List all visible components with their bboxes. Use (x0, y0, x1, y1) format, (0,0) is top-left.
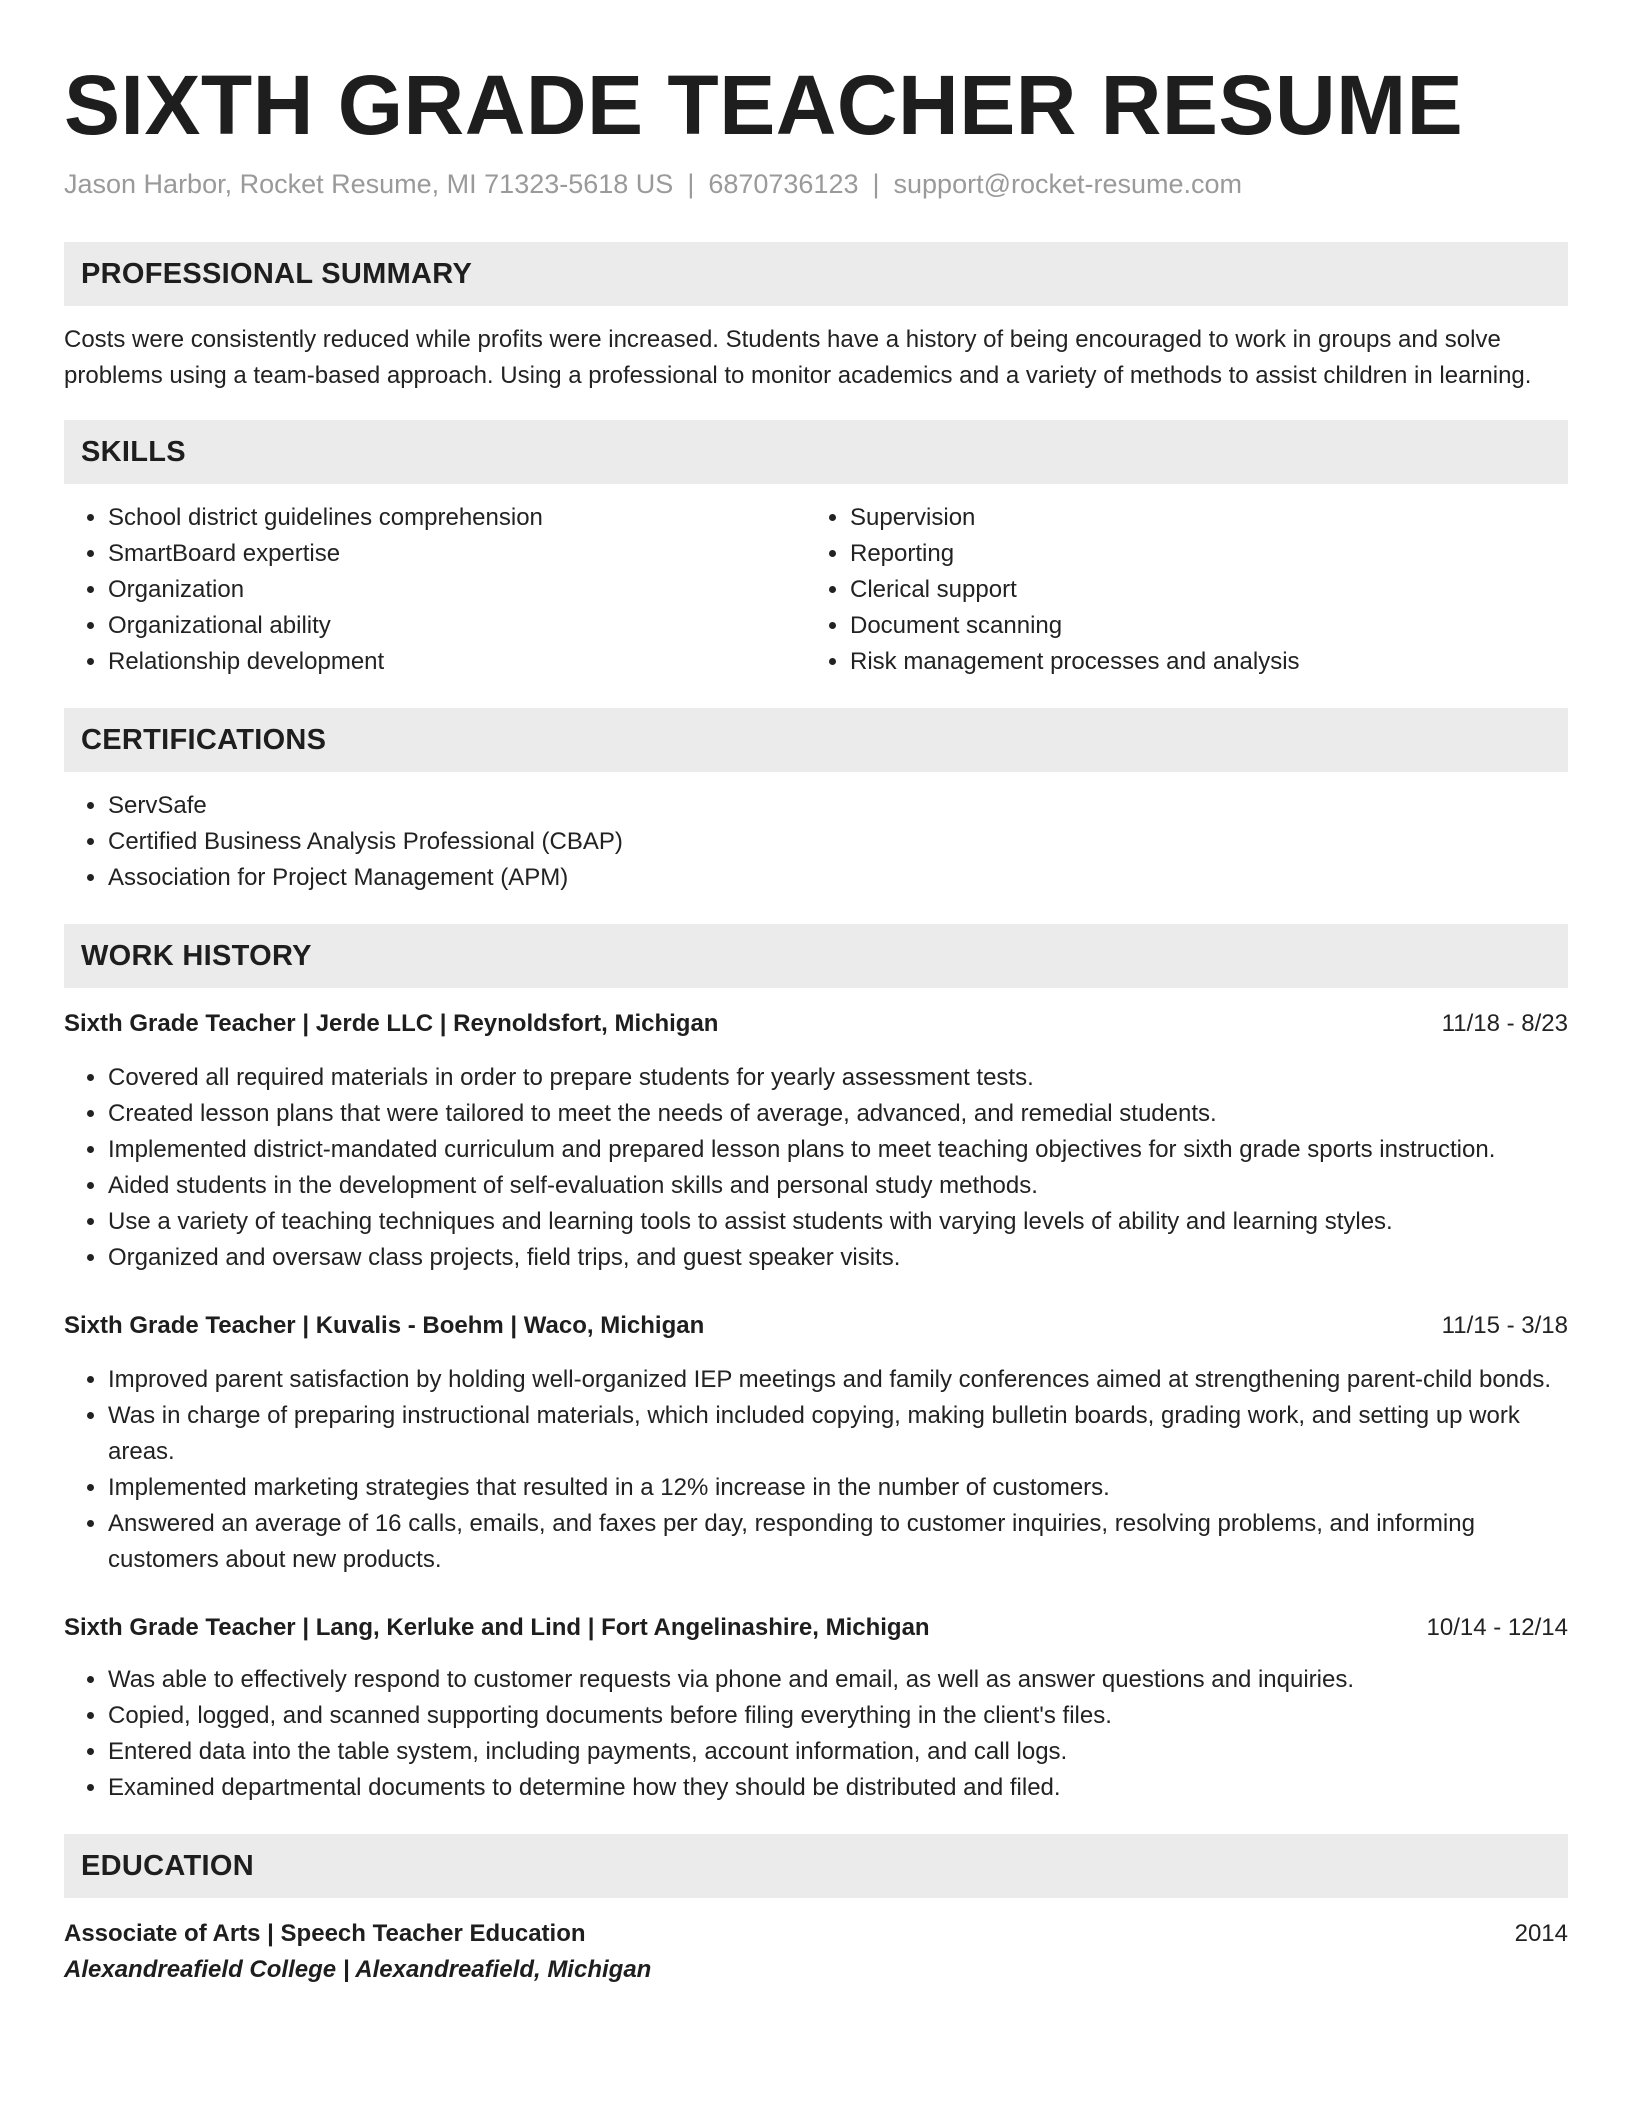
job-header (64, 1006, 1568, 1042)
job-bullet: • Covered all required materials in order to prepare students for yearly assessment tests. (108, 1060, 1568, 1096)
job-bullet: • Examined departmental documents to determine how they should be distributed and filed. (108, 1770, 1568, 1806)
skill-item: • School district guidelines comprehension (108, 500, 806, 536)
skills-list-left (64, 500, 806, 680)
job-title: Sixth Grade Teacher | Lang, Kerluke and Lind | Fort Angelinashire, Michigan (64, 1614, 930, 1641)
education-school: Alexandreafield College | Alexandreafield, Michigan (64, 1956, 652, 1983)
job-bullet: • Created lesson plans that were tailored to meet the needs of average, advanced, and remedial students. (108, 1096, 1568, 1132)
job-bullet: • Implemented district-mandated curriculum and prepared lesson plans to meet teaching objectives for sixth grade sports instruction. (108, 1132, 1568, 1168)
contact-address: Jason Harbor, Rocket Resume, MI 71323-5618 US (64, 169, 674, 199)
contact-separator: | (687, 169, 695, 199)
summary-text: Costs were consistently reduced while profits were increased. Students have a history of being encouraged to work in groups and solve problems using a team-based approach. Using a professional to monitor academics and a variety of methods to assist children in learning. (64, 326, 1532, 389)
section-heading-skills: SKILLS (64, 420, 1568, 484)
certifications-list (64, 788, 1568, 896)
skill-item: • Organizational ability (108, 608, 806, 644)
skill-item: • Relationship development (108, 644, 806, 680)
skills-section (64, 420, 1568, 680)
job-header (64, 1308, 1568, 1344)
contact-email: support@rocket-resume.com (893, 169, 1243, 199)
skills-list-right (806, 500, 1592, 680)
certification-item: • ServSafe (108, 788, 1568, 824)
job-bullets (64, 1362, 1568, 1578)
skill-item: • Reporting (850, 536, 1592, 572)
job-header (64, 1610, 1568, 1646)
job-bullet: • Use a variety of teaching techniques and learning tools to assist students with varying levels of ability and learning styles. (108, 1204, 1568, 1240)
contact-separator: | (872, 169, 880, 199)
job-entry (64, 1006, 1568, 1276)
job-bullet: • Was in charge of preparing instructional materials, which included copying, making bulletin boards, grading work, and setting up work areas. (108, 1398, 1568, 1470)
job-bullet: • Improved parent satisfaction by holding well-organized IEP meetings and family conferences aimed at strengthening parent-child bonds. (108, 1362, 1568, 1398)
job-bullet: • Copied, logged, and scanned supporting documents before filing everything in the client's files. (108, 1698, 1568, 1734)
job-dates: 10/14 - 12/14 (1426, 1614, 1568, 1641)
page-title: SIXTH GRADE TEACHER RESUME (64, 58, 1464, 152)
job-bullet: • Answered an average of 16 calls, emails, and faxes per day, responding to customer inquiries, resolving problems, and informing customers about new products. (108, 1506, 1568, 1578)
skill-item: • Organization (108, 572, 806, 608)
job-bullets (64, 1662, 1568, 1806)
resume-page (64, 50, 1568, 1988)
skill-item: • Clerical support (850, 572, 1592, 608)
education-section (64, 1834, 1568, 1988)
skill-item: • Document scanning (850, 608, 1592, 644)
job-entry (64, 1308, 1568, 1578)
skill-item: • Supervision (850, 500, 1592, 536)
section-heading-summary: PROFESSIONAL SUMMARY (64, 242, 1568, 306)
job-bullet: • Implemented marketing strategies that resulted in a 12% increase in the number of customers. (108, 1470, 1568, 1506)
job-bullet: • Organized and oversaw class projects, field trips, and guest speaker visits. (108, 1240, 1568, 1276)
work-history-section (64, 924, 1568, 1806)
skill-item: • SmartBoard expertise (108, 536, 806, 572)
education-entry (64, 1916, 1568, 1988)
job-dates: 11/15 - 3/18 (1441, 1312, 1568, 1339)
job-bullet: • Entered data into the table system, including payments, account information, and call logs. (108, 1734, 1568, 1770)
certification-item: • Certified Business Analysis Professional (CBAP) (108, 824, 1568, 860)
job-entry (64, 1610, 1568, 1806)
section-heading-education: EDUCATION (64, 1834, 1568, 1898)
certification-item: • Association for Project Management (APM) (108, 860, 1568, 896)
section-heading-certifications: CERTIFICATIONS (64, 708, 1568, 772)
education-year: 2014 (1514, 1920, 1568, 1947)
job-bullet: • Was able to effectively respond to customer requests via phone and email, as well as answer questions and inquiries. (108, 1662, 1568, 1698)
job-bullet: • Aided students in the development of self-evaluation skills and personal study methods. (108, 1168, 1568, 1204)
education-header (64, 1916, 1568, 1952)
contact-line (64, 164, 1568, 204)
section-heading-work-history: WORK HISTORY (64, 924, 1568, 988)
certifications-section (64, 708, 1568, 896)
skill-item: • Risk management processes and analysis (850, 644, 1592, 680)
job-title: Sixth Grade Teacher | Kuvalis - Boehm | Waco, Michigan (64, 1312, 705, 1339)
contact-phone: 6870736123 (708, 169, 859, 199)
job-title: Sixth Grade Teacher | Jerde LLC | Reynoldsfort, Michigan (64, 1010, 719, 1037)
job-dates: 11/18 - 8/23 (1441, 1010, 1568, 1037)
job-bullets (64, 1060, 1568, 1276)
skills-grid (64, 500, 1568, 680)
summary-section (64, 242, 1568, 394)
education-degree: Associate of Arts | Speech Teacher Education (64, 1920, 586, 1947)
